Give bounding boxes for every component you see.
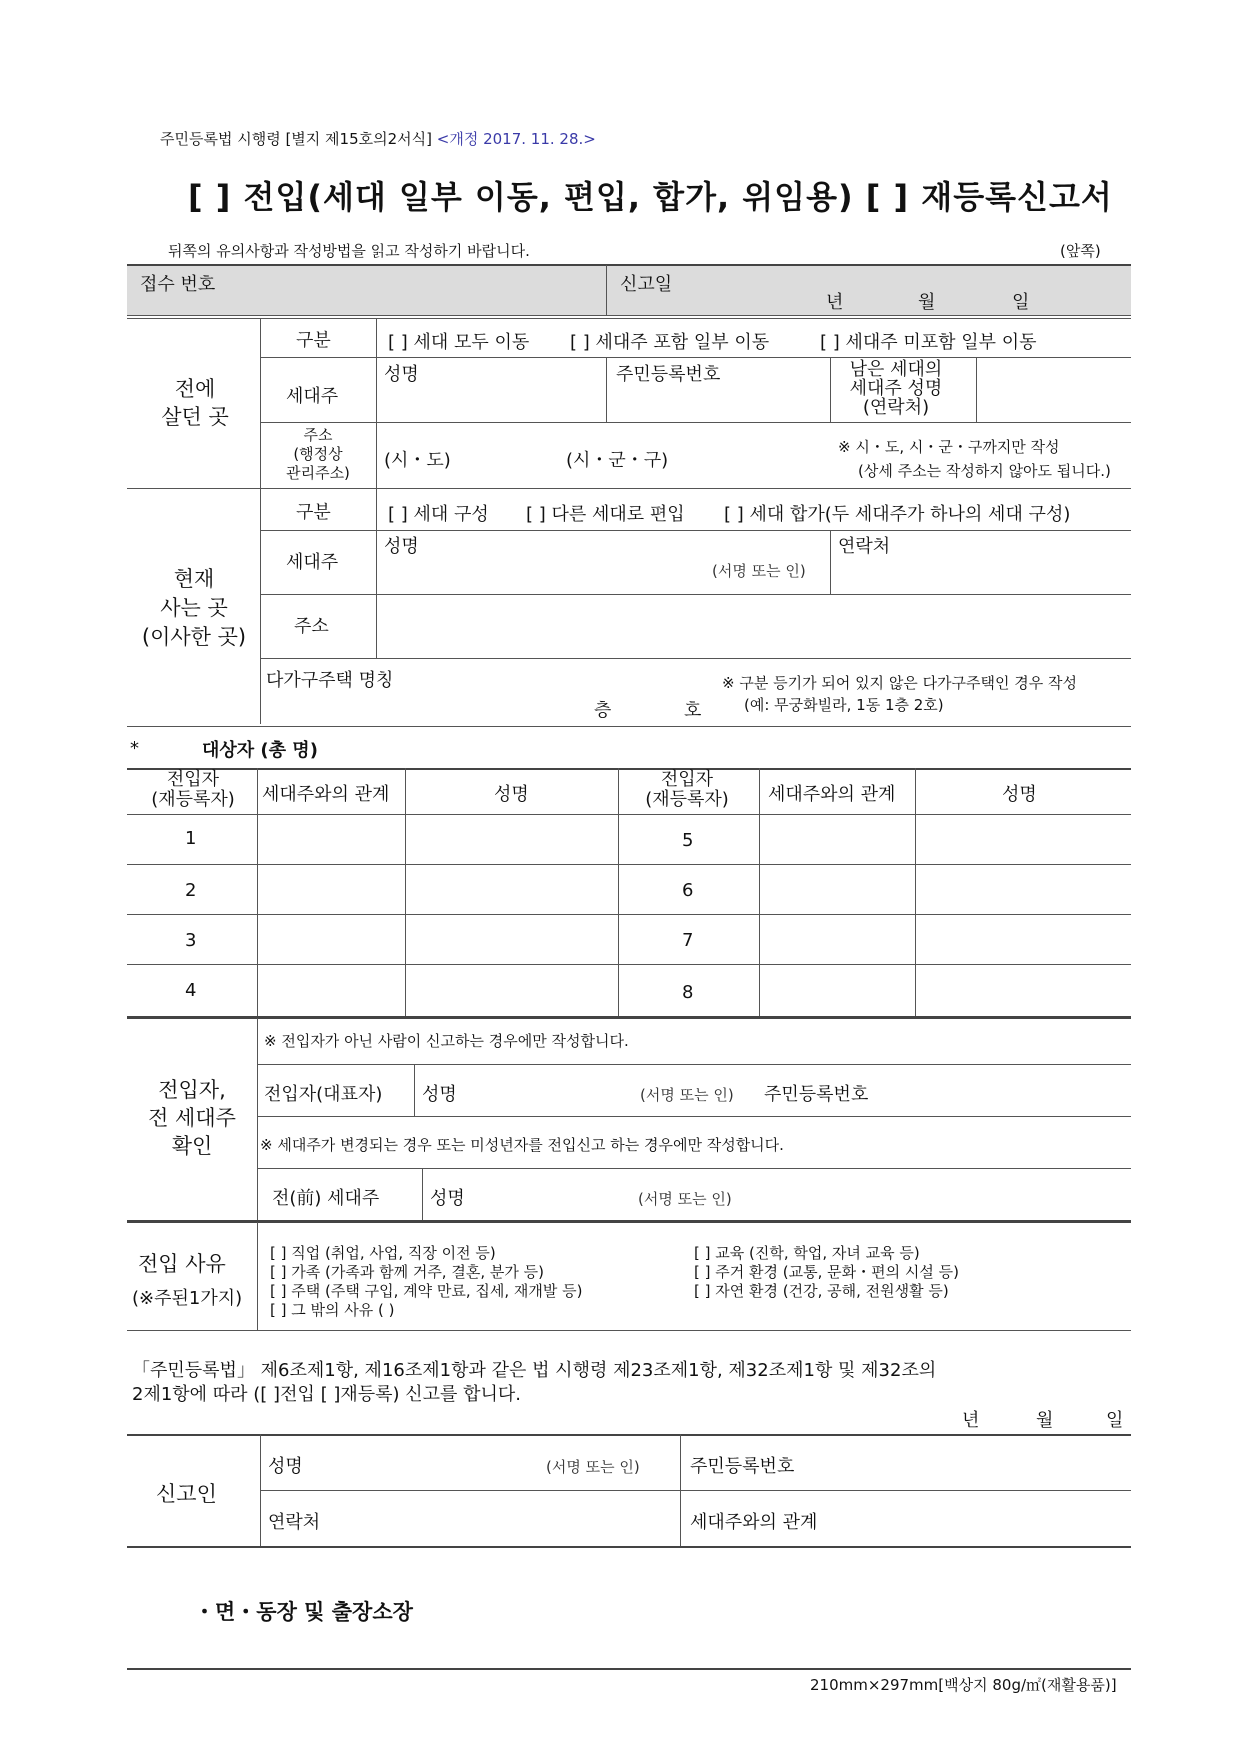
row-num-8: 8	[682, 982, 694, 1003]
col-mover-left: 전입자 (재등록자)	[151, 769, 235, 810]
page-side: (앞쪽)	[1060, 242, 1101, 260]
prev-name-label: 성명	[384, 364, 419, 385]
row-num-7: 7	[682, 930, 694, 951]
curr-address-label: 주소	[294, 616, 329, 637]
reason-job[interactable]: [ ] 직업 (취업, 사업, 직장 이전 등)	[270, 1244, 496, 1262]
confirm-label: 전입자, 전 세대주 확인	[148, 1078, 236, 1158]
prev-option-all-move[interactable]: [ ] 세대 모두 이동	[388, 332, 530, 353]
curr-name-label: 성명	[384, 536, 419, 557]
statement-line1: 「주민등록법」 제6조제1항, 제16조제1항과 같은 법 시행령 제23조제1항, 제32조제1항 및 제32조의	[132, 1360, 937, 1381]
confirm-note2: ※ 세대주가 변경되는 경우 또는 미성년자를 전입신고 하는 경우에만 작성합니다.	[260, 1136, 784, 1154]
month-label: 월	[918, 292, 936, 313]
year-label: 년	[826, 292, 844, 313]
rep-name-label: 성명	[422, 1084, 457, 1105]
receipt-no-label: 접수 번호	[140, 274, 216, 295]
statement-line2: 2제1항에 따라 ([ ]전입 [ ]재등록) 신고를 합니다.	[132, 1384, 522, 1405]
reporter-contact-label: 연락처	[268, 1512, 321, 1533]
prev-address-note2: (상세 주소는 작성하지 않아도 됩니다.)	[858, 462, 1111, 480]
row-num-3: 3	[185, 930, 197, 951]
rep-mover-label: 전입자(대표자)	[264, 1084, 383, 1105]
row-num-1: 1	[185, 828, 197, 849]
reason-sub-label: (※주된1가지)	[132, 1288, 243, 1309]
reporter-relation-label: 세대주와의 관계	[690, 1512, 818, 1533]
paper-spec-footer: 210mm×297mm[백상지 80g/㎡(재활용품)]	[810, 1676, 1117, 1694]
row-num-2: 2	[185, 880, 197, 901]
reporter-rrn-label: 주민등록번호	[690, 1456, 795, 1477]
curr-option-merge-household[interactable]: [ ] 세대 합가(두 세대주가 하나의 세대 구성)	[724, 504, 1071, 525]
instruction-text: 뒤쪽의 유의사항과 작성방법을 읽고 작성하기 바랍니다.	[168, 242, 530, 260]
report-date-label: 신고일	[620, 274, 673, 295]
prev-head-name-label: 성명	[430, 1188, 465, 1209]
prev-address-note: ※ 시・도, 시・군・구까지만 작성	[838, 438, 1060, 456]
statement-month: 월	[1036, 1410, 1054, 1431]
col-mover-right: 전입자 (재등록자)	[645, 769, 729, 810]
confirm-note1: ※ 전입자가 아닌 사람이 신고하는 경우에만 작성합니다.	[264, 1032, 629, 1050]
prev-residence-label: 전에 살던 곳	[161, 377, 229, 429]
reason-natural-env[interactable]: [ ] 자연 환경 (건강, 공해, 전원생활 등)	[694, 1282, 949, 1300]
multi-house-note: ※ 구분 등기가 되어 있지 않은 다가구주택인 경우 작성	[722, 674, 1078, 692]
prev-option-with-head[interactable]: [ ] 세대주 포함 일부 이동	[570, 332, 770, 353]
col-relation-right: 세대주와의 관계	[768, 784, 896, 805]
col-name-right: 성명	[1002, 784, 1037, 805]
curr-head-label: 세대주	[286, 552, 339, 573]
unit-label: 호	[684, 700, 702, 721]
prev-head-sign-hint: (서명 또는 인)	[638, 1190, 732, 1208]
prev-sido: (시・도)	[384, 450, 451, 471]
office-addressee: ・면・동장 및 출장소장	[194, 1600, 413, 1624]
floor-label: 층	[594, 700, 612, 721]
prev-option-without-head[interactable]: [ ] 세대주 미포함 일부 이동	[820, 332, 1037, 353]
law-reference: 주민등록법 시행령 [별지 제15호의2서식] <개정 2017. 11. 28.>	[160, 130, 596, 148]
reason-living-env[interactable]: [ ] 주거 환경 (교통, 문화・편의 시설 등)	[694, 1263, 959, 1281]
col-relation-left: 세대주와의 관계	[262, 784, 390, 805]
reporter-name-label: 성명	[268, 1456, 303, 1477]
prev-rrn-label: 주민등록번호	[616, 364, 721, 385]
curr-gubun-label: 구분	[296, 502, 331, 523]
amendment-date: <개정 2017. 11. 28.>	[436, 130, 596, 148]
prev-head-confirm-label: 전(前) 세대주	[272, 1188, 380, 1209]
reason-housing[interactable]: [ ] 주택 (주택 구입, 계약 만료, 집세, 재개발 등)	[270, 1282, 583, 1300]
multi-house-label: 다가구주택 명칭	[266, 670, 394, 691]
remaining-head-label: 남은 세대의 세대주 성명 (연락처)	[849, 359, 943, 418]
reason-family[interactable]: [ ] 가족 (가족과 함께 거주, 결혼, 분가 등)	[270, 1263, 544, 1281]
reason-education[interactable]: [ ] 교육 (진학, 학업, 자녀 교육 등)	[694, 1244, 920, 1262]
prev-sigungu: (시・군・구)	[566, 450, 669, 471]
prev-address-label: 주소 (행정상 관리주소)	[286, 426, 350, 482]
form-title: [ ] 전입(세대 일부 이동, 편입, 합가, 위임용) [ ] 재등록신고서	[188, 178, 1113, 216]
targets-heading: 대상자 (총 명)	[202, 740, 318, 761]
rep-sign-hint: (서명 또는 인)	[640, 1086, 734, 1104]
reason-label: 전입 사유	[138, 1252, 226, 1276]
multi-house-example: (예: 무궁화빌라, 1동 1층 2호)	[744, 696, 944, 714]
rep-rrn-label: 주민등록번호	[764, 1084, 869, 1105]
reason-other[interactable]: [ ] 그 밖의 사유 ( )	[270, 1301, 395, 1319]
row-num-6: 6	[682, 880, 694, 901]
curr-residence-label: 현재 사는 곳 (이사한 곳)	[141, 567, 247, 649]
day-label: 일	[1012, 292, 1030, 313]
reporter-sign-hint: (서명 또는 인)	[546, 1458, 640, 1476]
curr-option-join-household[interactable]: [ ] 다른 세대로 편입	[526, 504, 685, 525]
prev-head-label: 세대주	[286, 386, 339, 407]
col-name-left: 성명	[494, 784, 529, 805]
statement-day: 일	[1106, 1410, 1124, 1431]
statement-year: 년	[962, 1410, 980, 1431]
curr-option-new-household[interactable]: [ ] 세대 구성	[388, 504, 489, 525]
prev-gubun-label: 구분	[296, 330, 331, 351]
curr-contact-label: 연락처	[838, 536, 891, 557]
row-num-5: 5	[682, 830, 694, 851]
reporter-label: 신고인	[156, 1482, 217, 1506]
row-num-4: 4	[185, 980, 197, 1001]
asterisk: *	[130, 738, 139, 759]
curr-sign-hint: (서명 또는 인)	[712, 562, 806, 580]
